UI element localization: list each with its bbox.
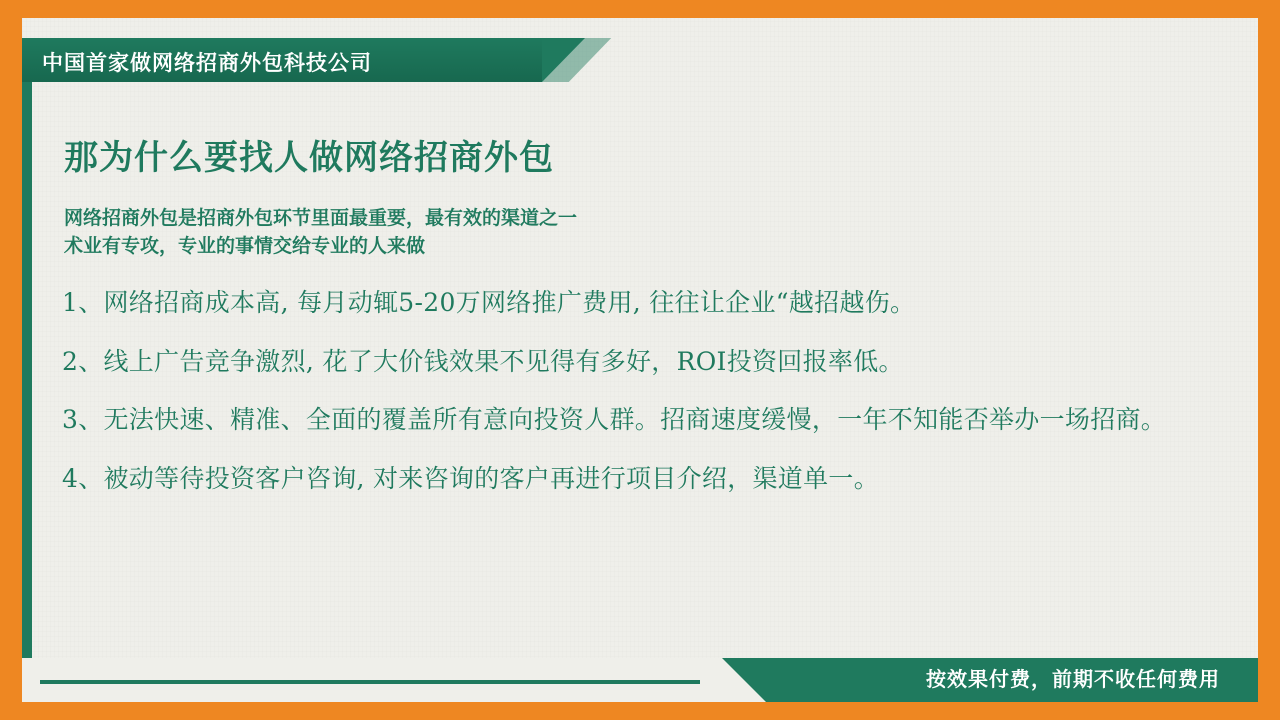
- content-area: [62, 130, 1212, 520]
- points-list: [62, 286, 1212, 496]
- subtitle-line-1: 网络招商外包是招商外包环节里面最重要，最有效的渠道之一: [64, 208, 578, 229]
- subtitle-line-2: 术业有专攻，专业的事情交给专业的人来做: [64, 235, 426, 257]
- list-item: 4、被动等待投资客户咨询, 对来咨询的客户再进行项目介绍，渠道单一。: [62, 463, 880, 493]
- list-item: 2、线上广告竞争激烈, 花了大价钱效果不见得有多好，ROI投资回报率低。: [62, 346, 904, 376]
- page-title: 那为什么要找人做网络招商外包: [64, 139, 554, 177]
- header-banner-text: 中国首家做网络招商外包科技公司: [42, 52, 372, 75]
- list-item: 3、无法快速、精准、全面的覆盖所有意向投资人群。招商速度缓慢，一年不知能否举办一场招商。: [62, 405, 1167, 435]
- footer-rule: [40, 680, 700, 684]
- list-item: 1、网络招商成本高, 每月动辄5-20万网络推广费用, 往往让企业“越招越伤。: [62, 288, 916, 318]
- left-accent-strip: [22, 82, 32, 660]
- subtitle-block: [64, 205, 1212, 260]
- footer-slogan: 按效果付费，前期不收任何费用: [926, 669, 1220, 691]
